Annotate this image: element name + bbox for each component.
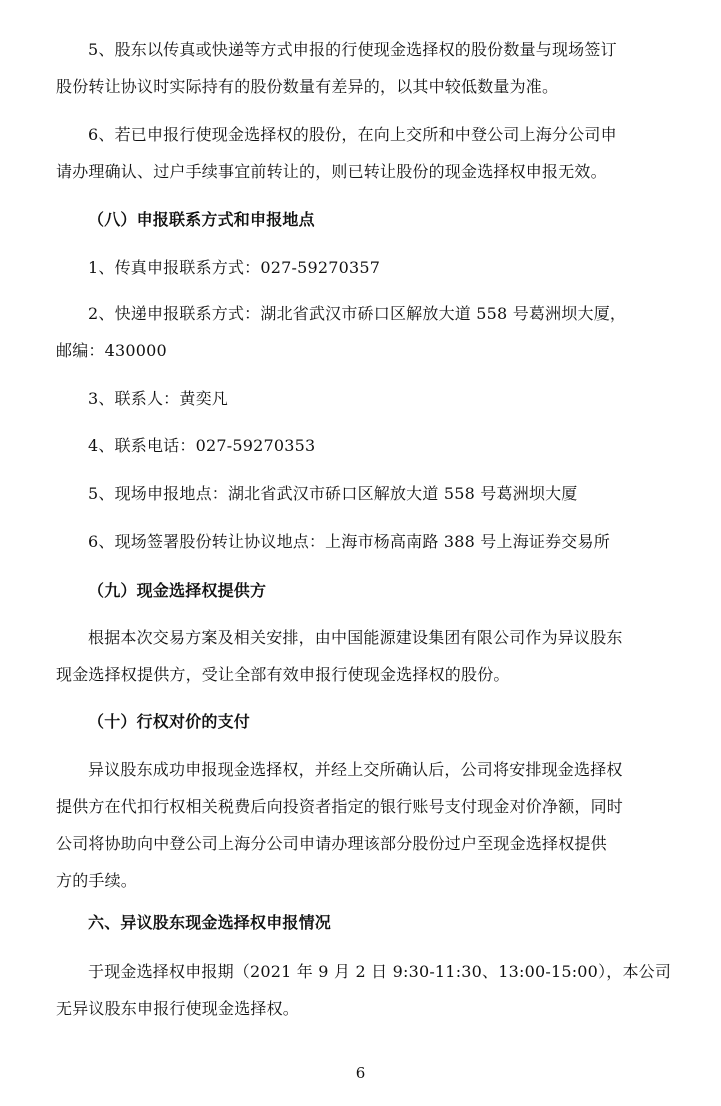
paragraph-declaration-result: 于现金选择权申报期（2021 年 9 月 2 日 9:30-11:30、13:00-15:00），本公司 无异议股东申报行使现金选择权。 bbox=[56, 962, 672, 1018]
agreement-signing-location: 6、现场签署股份转让协议地点：上海市杨高南路 388 号上海证券交易所 bbox=[88, 532, 610, 551]
courier-contact: 2、快递申报联系方式：湖北省武汉市硚口区解放大道 558 号葛洲坝大厦， 邮编：430000 bbox=[56, 304, 627, 360]
heading-section-six: 六、异议股东现金选择权申报情况 bbox=[88, 913, 332, 932]
fax-contact: 1、传真申报联系方式：027-59270357 bbox=[88, 258, 381, 277]
onsite-location: 5、现场申报地点：湖北省武汉市硚口区解放大道 558 号葛洲坝大厦 bbox=[88, 484, 578, 503]
heading-payment: （十）行权对价的支付 bbox=[88, 712, 251, 731]
paragraph-option-provider: 根据本次交易方案及相关安排，由中国能源建设集团有限公司作为异议股东 现金选择权提供方，受让全部有效申报行使现金选择权的股份。 bbox=[56, 628, 623, 684]
heading-option-provider: （九）现金选择权提供方 bbox=[88, 581, 267, 600]
paragraph-transferred-shares-invalid: 6、若已申报行使现金选择权的股份，在向上交所和中登公司上海分公司申 请办理确认、过户手续事宜前转让的，则已转让股份的现金选择权申报无效。 bbox=[56, 125, 617, 181]
contact-phone: 4、联系电话：027-59270353 bbox=[88, 436, 316, 455]
paragraph-share-quantity-rule: 5、股东以传真或快递等方式申报的行使现金选择权的股份数量与现场签订 股份转让协议时实际持有的股份数量有差异的，以其中较低数量为准。 bbox=[56, 40, 617, 96]
paragraph-payment: 异议股东成功申报现金选择权，并经上交所确认后，公司将安排现金选择权 提供方在代扣行权相关税费后向投资者指定的银行账号支付现金对价净额，同时 公司将协助向中登公司上海分公司申请办理该部分股份过户至现金选择权提供 方的手续。 bbox=[56, 760, 624, 890]
heading-contact-and-location: （八）申报联系方式和申报地点 bbox=[88, 210, 315, 229]
page-number: 6 bbox=[355, 1064, 366, 1082]
contact-person: 3、联系人：黄奕凡 bbox=[88, 389, 228, 408]
